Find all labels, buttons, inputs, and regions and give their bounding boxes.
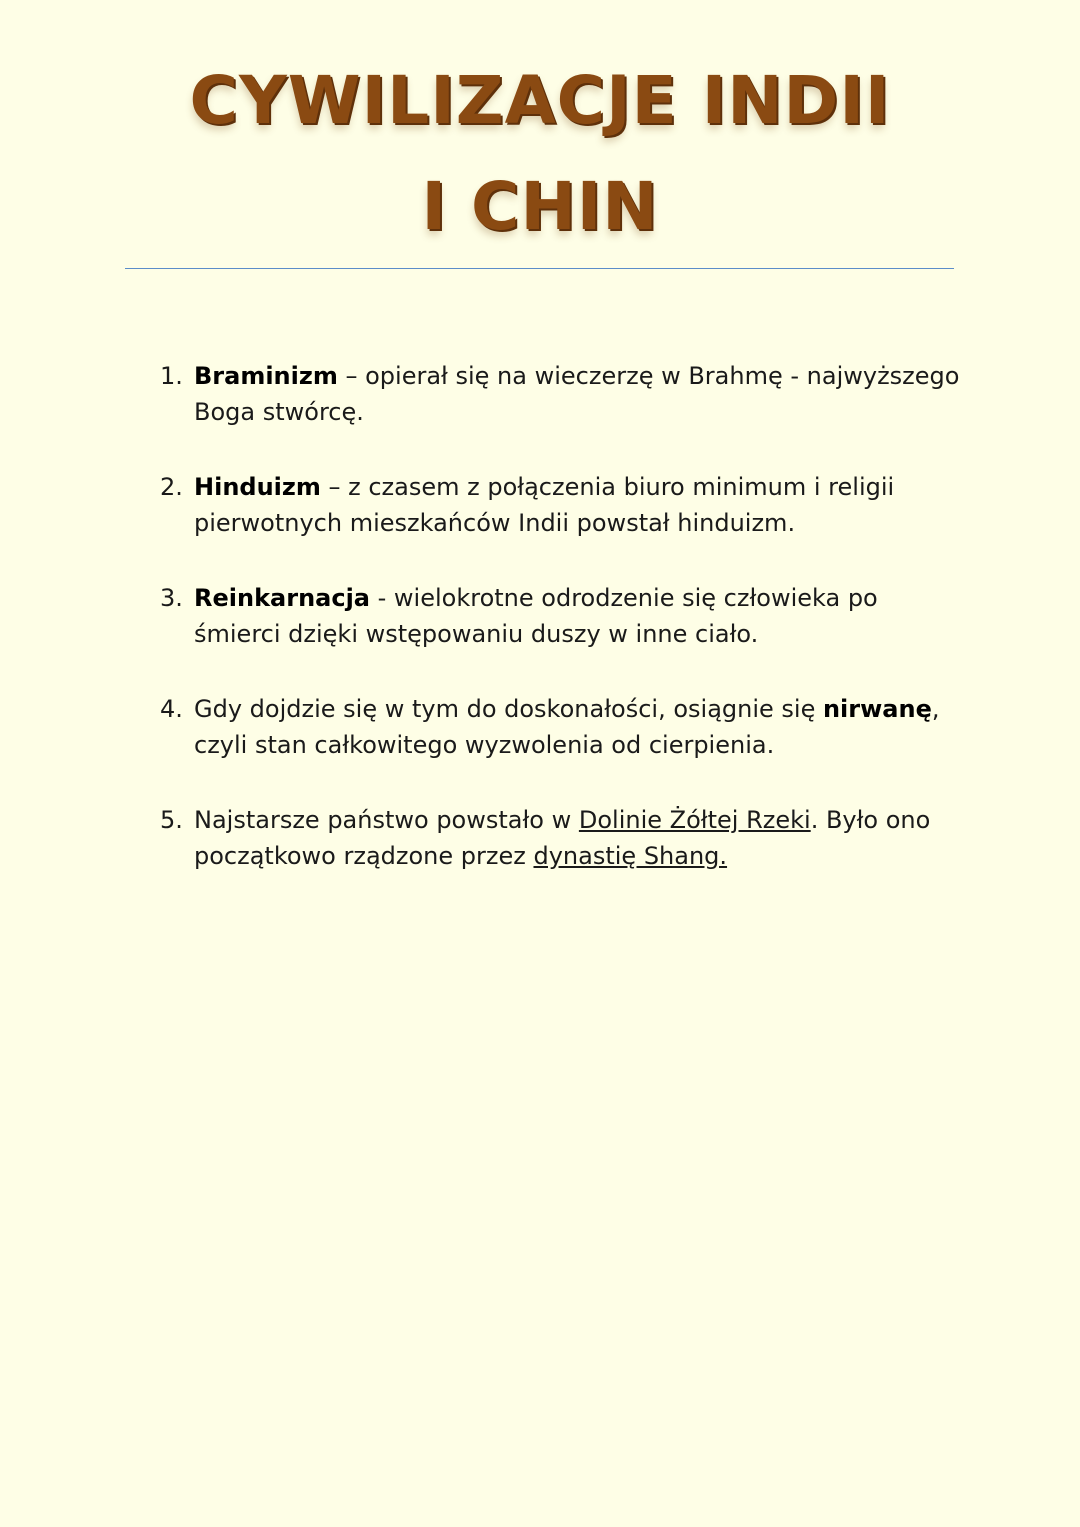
list-item-nirwana: [160, 691, 960, 763]
notes-list: [160, 358, 960, 913]
term-hinduizm: Hinduizm: [194, 473, 321, 501]
title-line-2: I CHIN: [421, 168, 659, 245]
item-text-before: Najstarsze państwo powstało w: [194, 806, 579, 834]
item-number: 4.: [160, 695, 183, 723]
item-number: 1.: [160, 362, 183, 390]
item-text: – opierał się na wieczerzę w Brahmę - najwyższego Boga stwórcę.: [194, 362, 960, 426]
horizontal-divider: [125, 268, 954, 269]
list-item-braminizm: [160, 358, 960, 430]
item-text-before: Gdy dojdzie się w tym do doskonałości, osiągnie się: [194, 695, 823, 723]
item-text: - wielokrotne odrodzenie się człowieka po śmierci dzięki wstępowaniu duszy w inne ciało.: [194, 584, 878, 648]
list-item-hinduizm: [160, 469, 960, 541]
list-item-chiny: [160, 802, 960, 874]
item-number: 5.: [160, 806, 183, 834]
item-text-after: , czyli stan całkowitego wyzwolenia od cierpienia.: [194, 695, 940, 759]
underlined-dynastia: dynastię Shang.: [533, 842, 728, 870]
title-line-1: CYWILIZACJE INDII: [189, 62, 891, 139]
term-reinkarnacja: Reinkarnacja: [194, 584, 370, 612]
item-number: 3.: [160, 584, 183, 612]
term-braminizm: Braminizm: [194, 362, 338, 390]
term-nirwana: nirwanę: [822, 695, 932, 723]
underlined-dolina: Dolinie Żółtej Rzeki: [578, 806, 811, 834]
item-number: 2.: [160, 473, 183, 501]
item-text: – z czasem z połączenia biuro minimum i religii pierwotnych mieszkańców Indii powstał hinduizm.: [194, 473, 895, 537]
list-item-reinkarnacja: [160, 580, 960, 652]
item-text-middle: . Było ono początkowo rządzone przez: [194, 806, 931, 870]
